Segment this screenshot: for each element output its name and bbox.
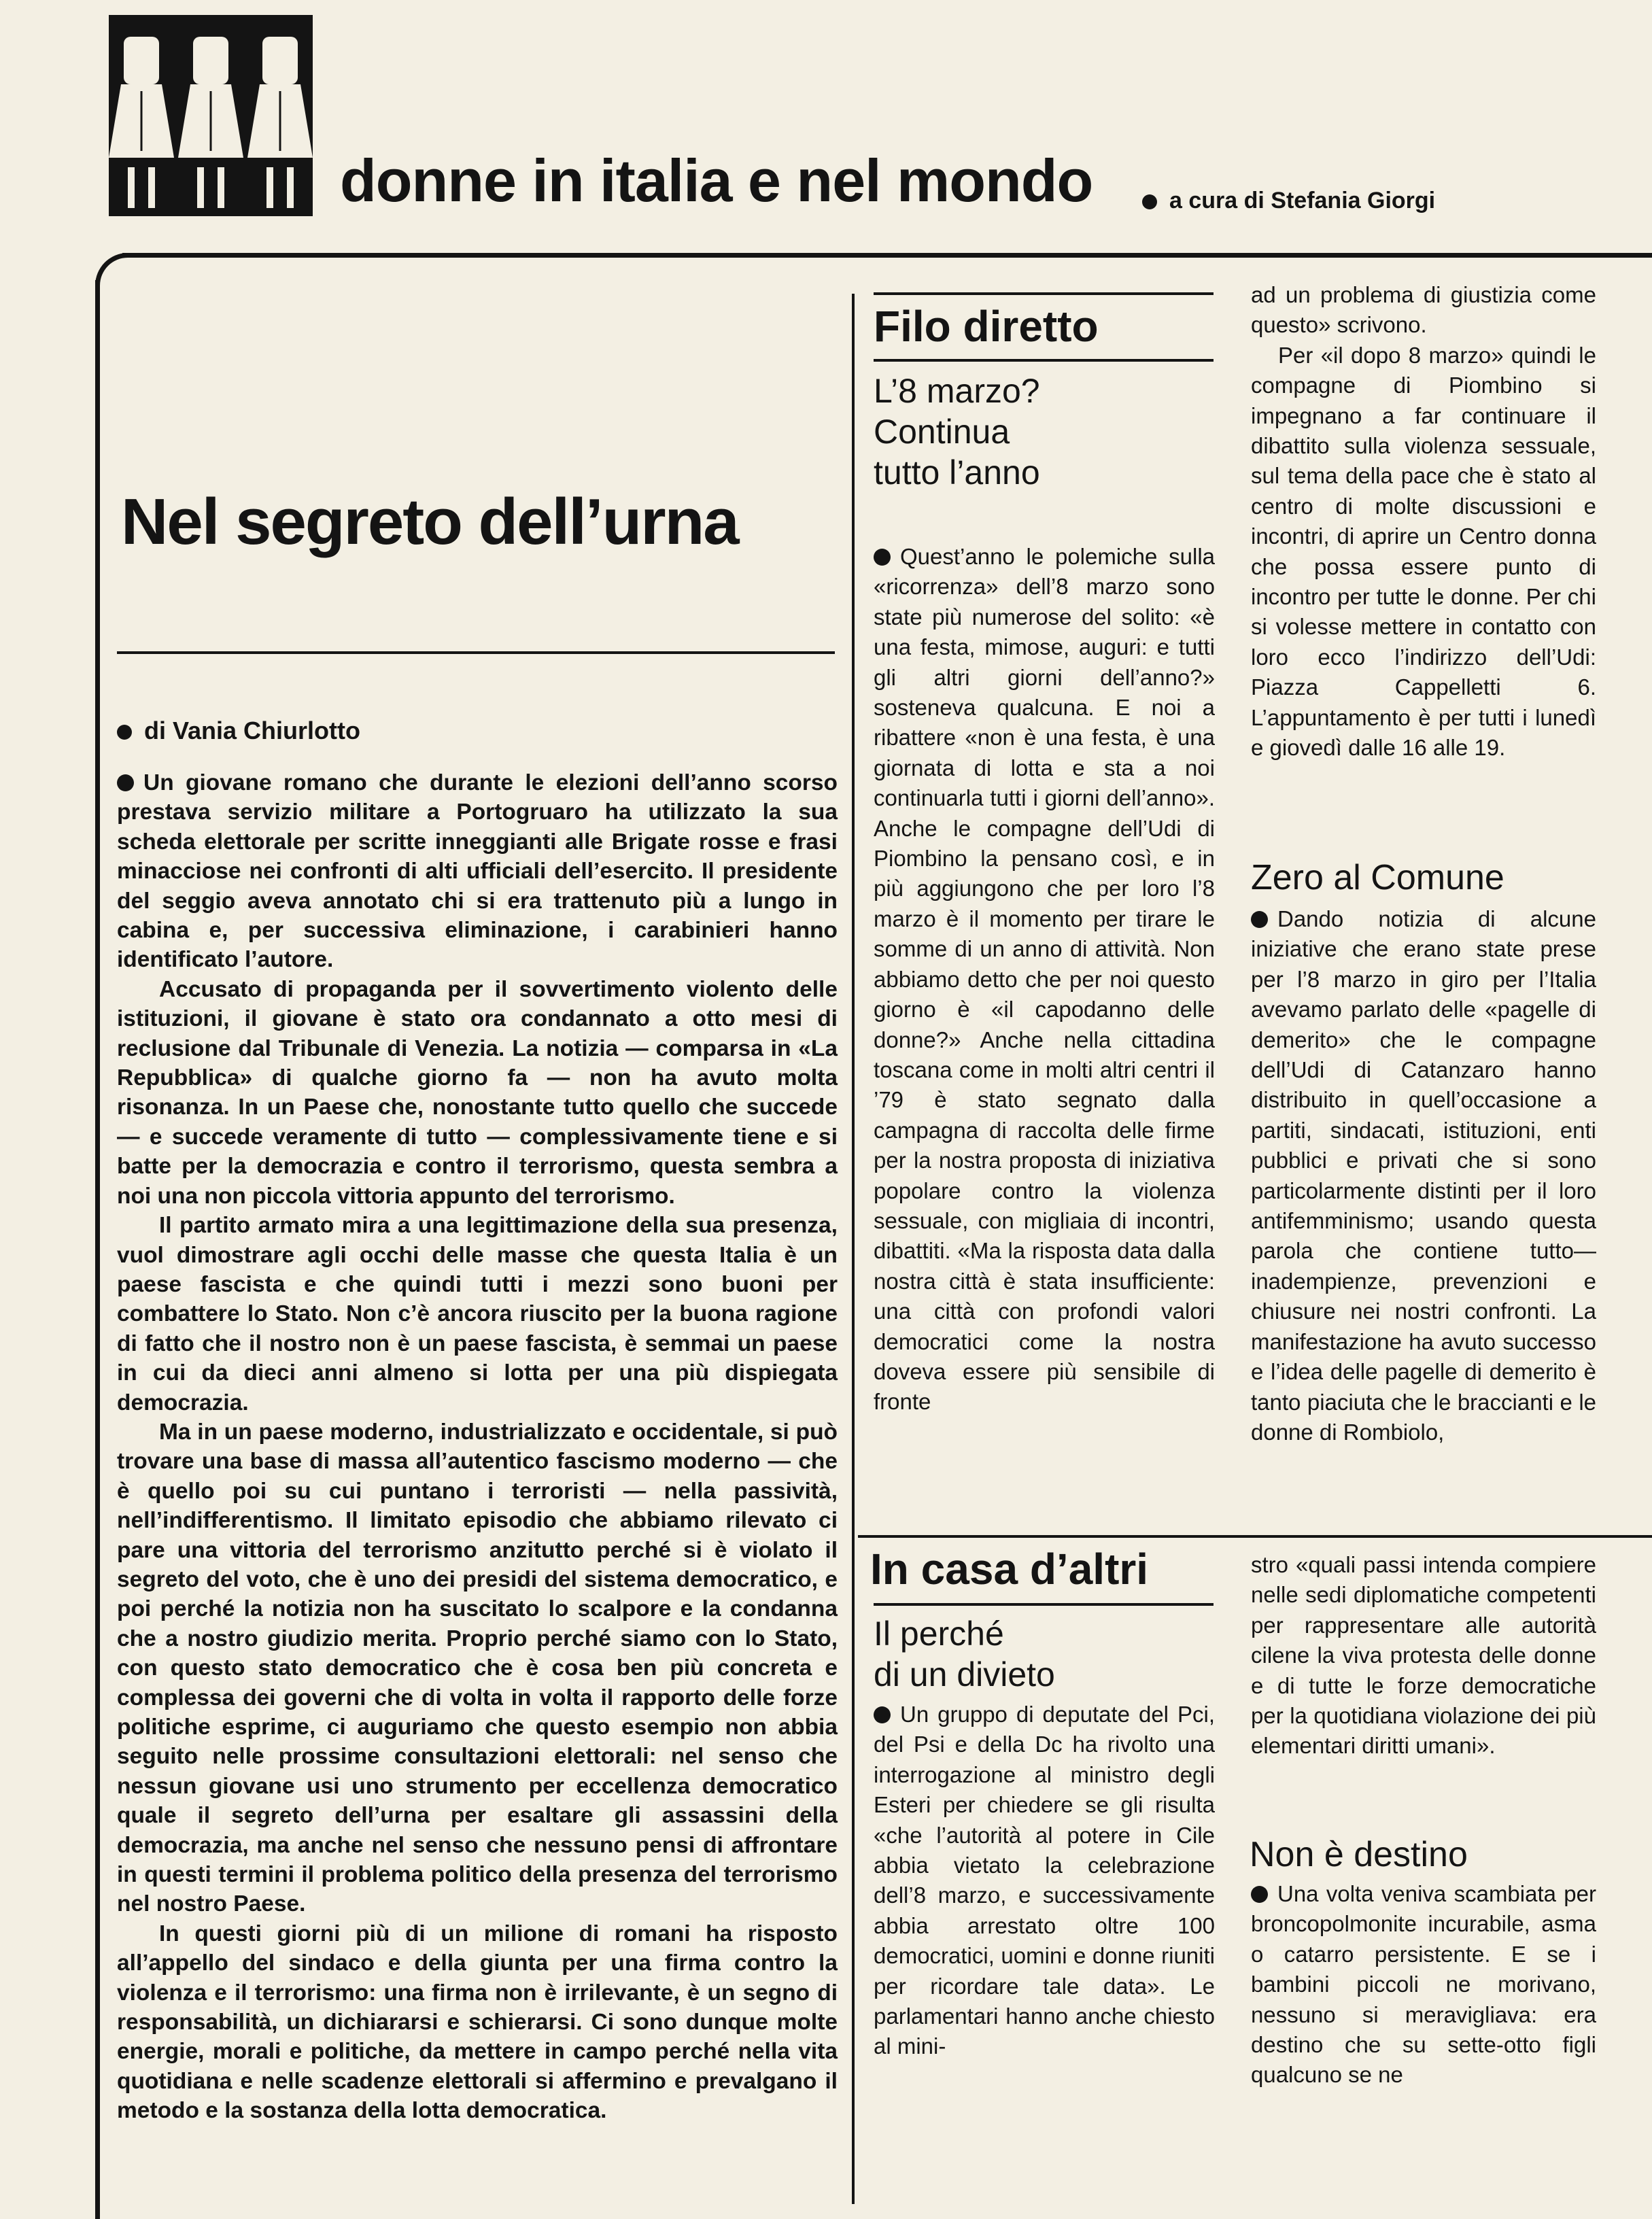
bullet-icon <box>117 774 134 791</box>
section-rule <box>874 1603 1214 1606</box>
in-casa-daltri-continued: stro «quali passi intenda compiere nelle sedi diplomatiche competenti per rappresentare alle autorità cilene la viva protesta delle donne e di tutte le forze democratiche per la quotidiana violazione dei più elementari diritti umani». <box>1251 1552 1596 1759</box>
main-article-title: Nel segreto dell’urna <box>121 485 738 558</box>
byline <box>117 717 360 745</box>
title-rule <box>117 651 835 654</box>
in-casa-daltri-body: Un gruppo di deputate del Pci, del Psi e della Dc ha rivolto una interrogazione al ministro degli Esteri per chiedere se gli risulta «che l’autorità al potere in Cile abbia vietato la celebrazione dell’8 marzo, e successivamente abbia arrestato oltre 100 democratici, uomini e donne riuniti per ricordare tale data». Le parlamentari hanno anche chiesto al mini- <box>874 1702 1215 2059</box>
byline-text: di Vania Chiurlotto <box>144 717 361 744</box>
subtitle-filo-diretto: L’8 marzo? Continua tutto l’anno <box>874 372 1040 492</box>
paragraph: Il partito armato mira a una legittimazione della sua presenza, vuol dimostrare agli occhi delle masse che questa Italia è un paese fascista e che quindi tutti i mezzi sono buoni per combattere lo Stato. Non c’è ancora riuscito per la buona ragione di fatto che il nostro non è un paese fascista, è semmai un paese in cui da dieci anni almeno si lotta per una più dispiegata democrazia. <box>117 1213 838 1415</box>
main-article-body <box>117 768 838 2126</box>
frame-left-rule <box>95 280 100 2219</box>
subtitle-in-casa-daltri: Il perché di un divieto <box>874 1615 1055 1693</box>
section-rule <box>874 292 1214 295</box>
section-rule <box>874 359 1214 362</box>
section-divider <box>858 1535 1652 1538</box>
bullet-icon <box>1142 194 1157 209</box>
filo-diretto-continued: ad un problema di giustizia come questo» scrivono. Per «il dopo 8 marzo» quindi le compagne di Piombino si impegnano a far continuare il dibattito sulla violenza sessuale, sul tema della pace che è stato al centro di molte discussioni e incontri, di aprire un Centro donna che possa essere punto di incontro per tutte le donne. Per chi si volesse mettere in contatto con loro ecco l’indirizzo dell’Udi: Piazza Cappelletti 6. L’appuntamento è per tutti i lunedì e giovedì dalle 16 alle 19. <box>1251 282 1596 761</box>
subtitle-non-e-destino: Non è destino <box>1250 1835 1468 1874</box>
rubric-title: donne in italia e nel mondo <box>340 147 1093 214</box>
bullet-icon <box>1251 1886 1268 1903</box>
subtitle-zero-al-comune: Zero al Comune <box>1251 858 1504 897</box>
paragraph: Ma in un paese moderno, industrializzato e occidentale, si può trovare una base di massa all’autentico fascismo moderno — che è quello poi su cui puntano i terroristi — nella passività, nell’indifferentismo. Il limitato episodio che abbiamo rilevato ci pare una vittoria del terrorismo anzitutto perché si è violato il segreto del voto, che è uno dei presidi del sistema democratico, e poi perché la notizia non ha suscitato lo scalpore e la condanna che a nostro giudizio merita. Proprio perché siamo con lo Stato, con questo stato democratico che è cosa ben più concreta e complessa dei governi che di volta in volta il rapporto delle forze politiche esprime, ci auguriamo che questo esempio non abbia seguito nelle prossime consultazioni elettorali: nel senso che nessun giovane usi uno strumento per eccellenza democratico quale il segreto dell’urna per esaltare gli assassini della democrazia, ma anche nel senso che nessuno pensi di affrontare in questi termini il problema politico della presenza del terrorismo nel nostro Paese. <box>117 1419 838 1917</box>
bullet-icon <box>874 549 891 566</box>
paragraph: In questi giorni più di un milione di romani ha risposto all’appello del sindaco e della giunta per una firma contro la violenza e il terrorismo: una firma non è irrilevante, è un segno di responsabilità, un dichiararsi e schierarsi. Ci sono dunque molte energie, morali e politiche, da mettere in campo perché nella vita quotidiana e nelle scadenze elettorali si affermino e prevalgano il metodo e la sostanza della lotta democratica. <box>117 1921 838 2124</box>
rubric-credit <box>1142 189 1435 212</box>
three-women-logo-icon <box>109 15 313 216</box>
column-divider <box>852 294 855 2204</box>
frame-corner <box>95 253 150 307</box>
frame-top-rule <box>122 253 1652 258</box>
zero-al-comune-body: Dando notizia di alcune iniziative che erano state prese per l’8 marzo in giro per l’Italia avevamo parlato delle «pagelle di demerito» che le compagne dell’Udi di Catanzaro hanno distribuito in quell’occasione a partiti, sindacati, istituzioni, enti pubblici e privati che si sono particolarmente distinti per il loro antifemminismo; usando questa parola che contiene tutto—inadempienze, prevenzioni e chiusure nei nostri confronti. La manifestazione ha avuto successo e l’idea delle pagelle di demerito è tanto piaciuta che le braccianti e le donne di Rombiolo, <box>1251 906 1596 1445</box>
bullet-icon <box>117 725 132 740</box>
paragraph: Un giovane romano che durante le elezioni dell’anno scorso prestava servizio militare a Portogruaro ha utilizzato la sua scheda elettorale per scritte inneggianti alle Brigate rosse e frasi minacciose nei confronti di alti ufficiali dell’esercito. Il presidente del seggio aveva annotato chi si era trattenuto più a lungo in cabina e, per successiva eliminazione, i carabinieri hanno identificato l’autore. <box>117 770 838 973</box>
rubric-credit-text: a cura di Stefania Giorgi <box>1169 188 1436 213</box>
bullet-icon <box>1251 911 1268 928</box>
bullet-icon <box>874 1706 891 1723</box>
filo-diretto-body: Quest’anno le polemiche sulla «ricorrenza» dell’8 marzo sono state più numerose del solito: «è una festa, mimose, auguri: e tutti gli altri giorni dell’anno?» sosteneva qualcuna. E noi a ribattere «non è una festa, è una giornata di lotta e sta a noi continuarla tutti i giorni dell’anno». Anche le compagne dell’Udi di Piombino la pensano così, e in più aggiungono che per loro l’8 marzo è il momento per tirare le somme di un anno di attività. Non abbiamo detto che per noi questo giorno è «il capodanno delle donne?» Anche nella cittadina toscana come in molti altri centri il ’79 è stato segnato dalla campagna di raccolta delle firme per la nostra proposta di iniziativa popolare contro la violenza sessuale, con migliaia di incontri, dibattiti. «Ma la risposta data dalla nostra città è stata insufficiente: una città con profondi valori democratici come la nostra doveva essere più sensibile di fronte <box>874 544 1215 1415</box>
paragraph: Accusato di propaganda per il sovvertimento violento delle istituzioni, il giovane è stato ora condannato a otto mesi di reclusione dal Tribunale di Venezia. La notizia — comparsa in «La Repubblica» di qualche giorno fa — non ha avuto molta risonanza. In un Paese che, nonostante tutto quello che succede — e succede veramente di tutto — complessivamente tiene e si batte per la democrazia e contro il terrorismo, questa sembra a noi una non piccola vittoria appunto del terrorismo. <box>117 976 838 1209</box>
section-title-in-casa-daltri: In casa d’altri <box>870 1545 1149 1594</box>
non-e-destino-body: Una volta veniva scambiata per broncopolmonite incurabile, asma o catarro persistente. E se i bambini piccoli ne morivano, nessuno si meravigliava: era destino che su sette-otto figli qualcuno se ne <box>1251 1881 1596 2088</box>
section-title-filo-diretto: Filo diretto <box>874 302 1099 351</box>
